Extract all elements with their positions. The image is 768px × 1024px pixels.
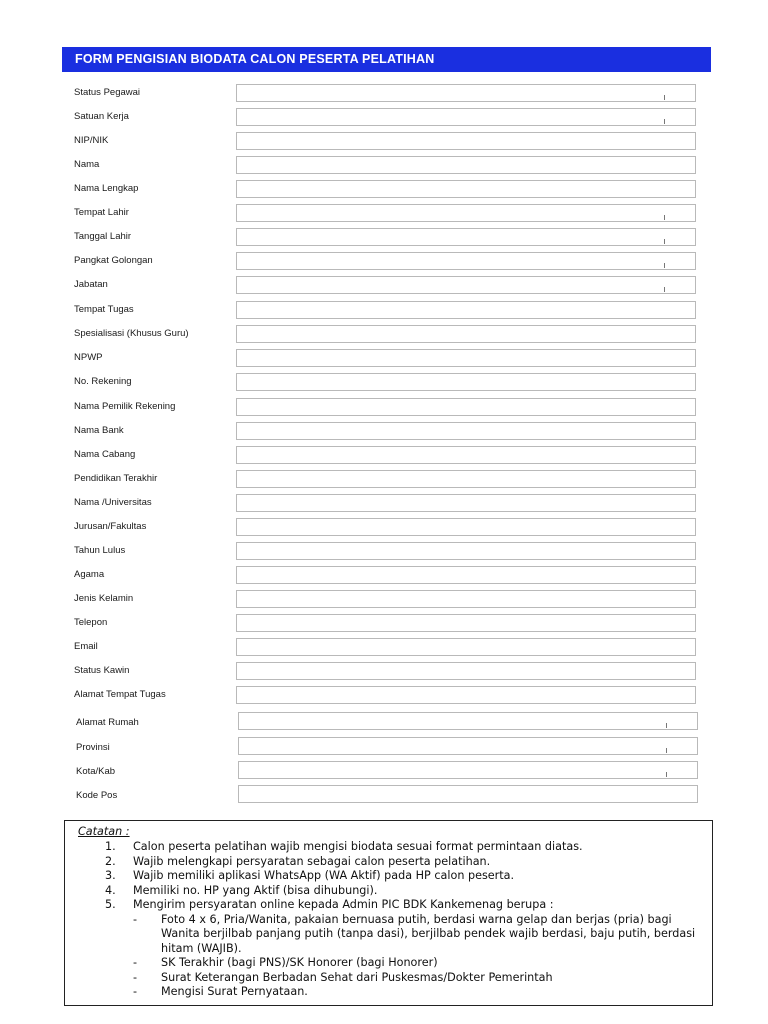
form-row [0,398,768,418]
field-label: Jurusan/Fakultas [74,521,147,532]
form-row [0,614,768,634]
note-item [65,840,712,855]
form-row [0,542,768,562]
requirement-item [65,913,712,957]
field-input[interactable] [236,542,696,560]
form-row [0,84,768,104]
note-text: Calon peserta pelatihan wajib mengisi biodata sesuai format permintaan diatas. [133,840,583,853]
form-row [0,785,768,805]
form-row [0,494,768,514]
field-label: Satuan Kerja [74,111,129,122]
field-label: Pendidikan Terakhir [74,473,158,484]
dash-bullet: - [133,912,138,926]
field-label: Nama Bank [74,425,124,436]
field-input[interactable] [236,301,696,319]
note-item [65,884,712,899]
field-input[interactable] [236,108,696,126]
form-row [0,566,768,586]
note-number: 1. [105,840,116,853]
form-title: FORM PENGISIAN BIODATA CALON PESERTA PELATIHAN [62,47,711,72]
field-label: Jenis Kelamin [74,593,134,604]
form-row [0,276,768,296]
form-row [0,662,768,682]
form-row [0,204,768,224]
form-row [0,518,768,538]
form-row [0,132,768,152]
field-label: Alamat Tempat Tugas [74,689,166,700]
field-input[interactable] [236,566,696,584]
note-number: 5. [105,898,116,911]
field-label: Nama [74,159,100,170]
form-row [0,712,768,732]
field-label: Provinsi [76,742,110,753]
field-input[interactable] [236,398,696,416]
field-label: Pangkat Golongan [74,255,153,266]
field-input[interactable] [236,84,696,102]
note-number: 2. [105,854,116,868]
note-text: Wajib melengkapi persyaratan sebagai calon peserta pelatihan. [133,854,491,868]
form-row [0,470,768,490]
note-item [65,855,712,870]
field-input[interactable] [236,662,696,680]
requirement-item [65,985,712,1000]
requirement-sublist [65,913,712,1000]
field-marker [664,119,665,124]
form-row [0,156,768,176]
form-row [0,422,768,442]
form-row [0,737,768,757]
field-input[interactable] [236,422,696,440]
field-marker [666,723,667,728]
field-input[interactable] [236,325,696,343]
field-label: Kota/Kab [76,766,116,777]
requirement-text: Surat Keterangan Berbadan Sehat dari Puskesmas/Dokter Pemerintah [161,970,553,984]
field-label: Kode Pos [76,790,118,801]
field-input[interactable] [236,132,696,150]
field-input[interactable] [236,614,696,632]
field-label: Alamat Rumah [76,717,139,728]
field-label: NIP/NIK [74,135,109,146]
field-input[interactable] [236,228,696,246]
form-row [0,228,768,248]
field-input[interactable] [238,761,698,779]
form-row [0,252,768,272]
field-input[interactable] [236,638,696,656]
form-row [0,301,768,321]
field-input[interactable] [236,518,696,536]
form-row [0,373,768,393]
field-input[interactable] [238,712,698,730]
form-row [0,180,768,200]
field-marker [664,95,665,100]
field-input[interactable] [236,590,696,608]
field-label: Telepon [74,617,108,628]
note-item [65,869,712,884]
field-label: Tahun Lulus [74,545,126,556]
field-input[interactable] [236,494,696,512]
field-label: Spesialisasi (Khusus Guru) [74,328,189,339]
dash-bullet: - [133,970,138,984]
field-marker [664,215,665,220]
field-marker [664,239,665,244]
requirement-text: SK Terakhir (bagi PNS)/SK Honorer (bagi Honorer) [161,956,438,969]
field-input[interactable] [236,686,696,704]
form-row [0,108,768,128]
form-row [0,325,768,345]
field-label: Nama Lengkap [74,183,139,194]
notes-list [65,840,712,1000]
field-marker [666,748,667,753]
note-text: Mengirim persyaratan online kepada Admin PIC BDK Kankemenag berupa : [133,898,554,911]
field-input[interactable] [236,156,696,174]
field-input[interactable] [236,204,696,222]
requirement-text: Mengisi Surat Pernyataan. [161,985,308,998]
note-item [65,898,712,913]
notes-heading: Catatan : [78,825,130,838]
field-input[interactable] [236,349,696,367]
field-input[interactable] [238,737,698,755]
field-marker [666,772,667,777]
form-row [0,761,768,781]
field-label: Nama Pemilik Rekening [74,401,176,412]
field-input[interactable] [236,470,696,488]
field-input[interactable] [238,785,698,803]
field-input[interactable] [236,276,696,294]
requirement-item [65,956,712,971]
dash-bullet: - [133,956,138,969]
note-number: 4. [105,883,116,897]
field-label: Email [74,641,98,652]
field-marker [664,287,665,292]
field-label: Agama [74,569,105,580]
field-label: No. Rekening [74,376,132,387]
notes-box [64,820,713,1006]
field-marker [664,263,665,268]
form-row [0,638,768,658]
requirement-text: Foto 4 x 6, Pria/Wanita, pakaian bernuasa putih, berdasi warna gelap dan berjas (pria) bagi Wanita berjilbab panjang putih (tanpa dasi), berjilbab pendek wajib berdasi, baju putih, berdasi hitam (WAJIB). [161,912,696,955]
field-input[interactable] [236,252,696,270]
form-row [0,446,768,466]
field-label: Tempat Tugas [74,304,134,315]
form-row [0,590,768,610]
field-label: Tempat Lahir [74,207,129,218]
field-label: NPWP [74,352,103,363]
form-row [0,349,768,369]
field-label: Status Pegawai [74,87,141,98]
note-text: Memiliki no. HP yang Aktif (bisa dihubungi). [133,883,378,897]
field-label: Tanggal Lahir [74,231,132,242]
field-label: Status Kawin [74,665,130,676]
dash-bullet: - [133,985,138,998]
field-input[interactable] [236,446,696,464]
field-label: Jabatan [74,279,108,290]
note-number: 3. [105,869,116,882]
field-input[interactable] [236,373,696,391]
field-label: Nama /Universitas [74,497,152,508]
field-label: Nama Cabang [74,449,136,460]
note-text: Wajib memiliki aplikasi WhatsApp (WA Aktif) pada HP calon peserta. [133,869,515,882]
requirement-item [65,971,712,986]
form-row [0,686,768,706]
field-input[interactable] [236,180,696,198]
